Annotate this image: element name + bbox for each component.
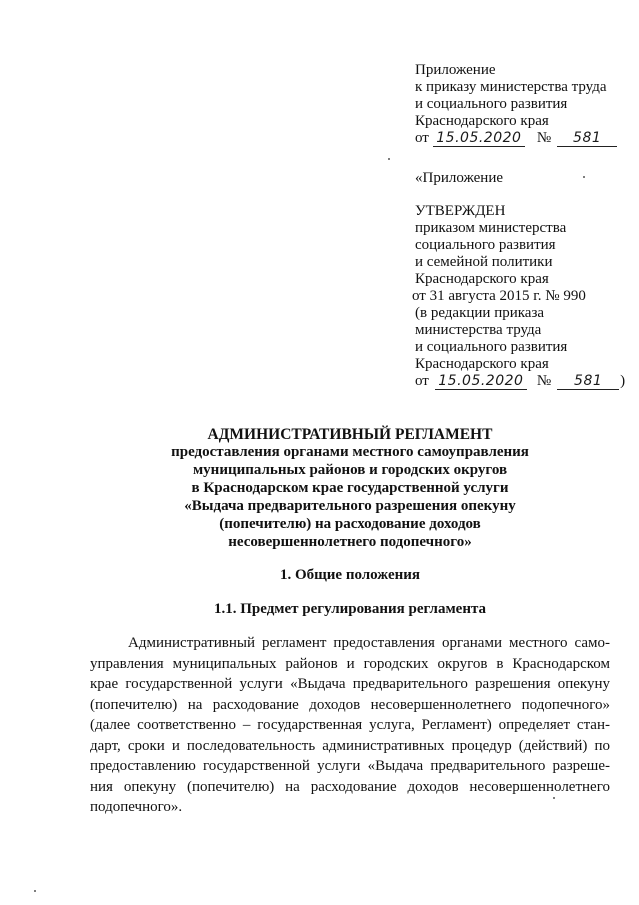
approved-line-4: Краснодарского края [415,271,549,287]
approved-line-7: министерства труда [415,322,542,338]
approved-closing-paren: ) [620,373,626,389]
header-date-line [415,130,617,147]
title-subline-5: (попечителю) на расходование доходов [219,516,481,532]
header-number-label: № [536,130,552,146]
approved-line-3: и семейной политики [415,254,553,270]
header-handwritten-number: 581 [557,131,617,147]
approved-line-1: приказом министерства [415,220,567,236]
body-line-9: подопечного». [90,799,183,815]
header-line-3: и социального развития [415,96,568,112]
body-paragraph [90,633,610,818]
header-line-2: к приказу министерства труда [415,79,607,95]
header-line-1: Приложение [415,62,496,78]
approved-handwritten-date: 15.05.2020 [435,374,527,390]
title-subline-3: в Краснодарском крае государственной услуги [191,480,509,496]
body-line-2: управления муниципальных районов и городских округов в Краснодарском [90,655,610,672]
scan-speck [34,890,36,892]
document-title: АДМИНИСТРАТИВНЫЙ РЕГЛАМЕНТ [207,426,493,443]
title-subline-2: муниципальных районов и городских округов [192,462,508,478]
scan-speck [553,797,555,799]
title-subline-1: предоставления органами местного самоуправления [171,444,529,460]
approved-from-label: от [415,373,429,389]
approved-prefix: «Приложение [415,170,504,186]
header-line-4: Краснодарского края [415,113,549,129]
approved-heading: УТВЕРЖДЕН [415,203,506,219]
section-heading: 1. Общие положения [279,567,421,583]
approved-line-6: (в редакции приказа [415,305,545,321]
body-line-8: ния опекуну (попечителю) на расходование доходов несовершеннолетнего [90,778,610,795]
title-subline-6: несовершеннолетнего подопечного» [228,534,472,550]
body-line-1: Административный регламент предоставления органами местного само- [128,635,610,651]
approved-line-5: от 31 августа 2015 г. № 990 [412,288,586,304]
approved-date-line [415,373,625,390]
body-line-6: дарт, сроки и последовательность административных процедур (действий) по [90,737,610,754]
body-line-5: (далее соответственно – государственная услуга, Регламент) определяет стан- [90,717,610,733]
approved-number-label: № [536,373,552,389]
scan-speck [388,158,390,160]
scan-speck [583,176,585,178]
title-subline-4: «Выдача предварительного разрешения опекуну [184,498,516,514]
approved-line-2: социального развития [415,237,556,253]
body-line-7: предоставлению государственной услуги «Выдача предварительного разреше- [90,758,610,774]
approved-line-8: и социального развития [415,339,568,355]
header-handwritten-date: 15.05.2020 [433,131,525,147]
body-line-4: (попечителю) на расходование доходов несовершеннолетнего подопечного» [90,696,610,713]
approved-line-9: Краснодарского края [415,356,549,372]
section-subheading: 1.1. Предмет регулирования регламента [213,601,487,617]
body-line-3: крае государственной услуги «Выдача предварительного разрешения опекуну [90,676,610,692]
approved-handwritten-number: 581 [557,374,619,390]
header-from-label: от [415,130,429,146]
